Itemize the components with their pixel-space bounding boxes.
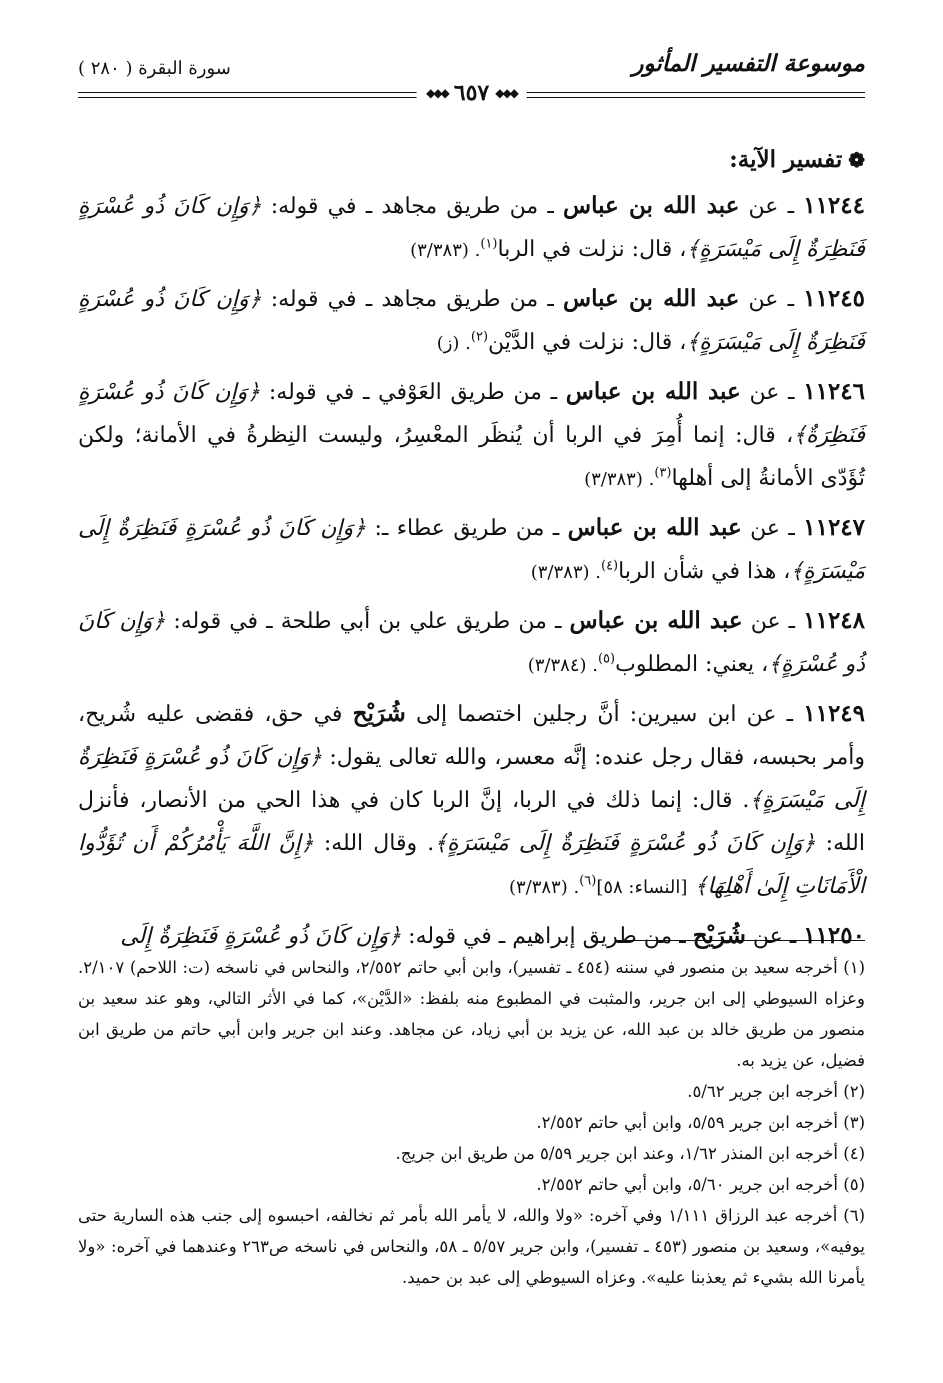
narrator-name: شُرَيْح [692, 922, 746, 949]
page-header [78, 44, 865, 114]
verse-ref: [النساء: ٥٨] [596, 877, 688, 898]
book-title: موسوعة التفسير المأثور [632, 50, 865, 77]
narration-entry: ١١٢٤٥ ـ عن عبد الله بن عباس ـ من طريق مجاهد ـ في قوله: ﴿وَإِن كَانَ ذُو عُسْرَةٍ فَنَظِرَةٌ إِلَى مَيْسَرَةٍ﴾، قال: نزلت في الدَّيْن$^{(٢)}$. (ز) [78, 285, 865, 355]
narration-number: ١١٢٤٧ [803, 514, 866, 541]
narrator-name: عبد الله بن عباس [569, 607, 743, 634]
ornament-icon: ◆◆◆ [495, 86, 517, 100]
footnote-ref[interactable]: (٥) [597, 651, 616, 667]
footnote: (٢) أخرجه ابن جرير ٥/٦٢. [687, 1082, 865, 1101]
footnote-ref[interactable]: (١) [480, 236, 498, 252]
narration-text: ـ من طريق مجاهد ـ في قوله: [270, 194, 554, 219]
quran-verse: ﴿وَإِن كَانَ ذُو عُسْرَةٍ فَنَظِرَةٌ إِلَى مَيْسَرَةٍ﴾ [78, 287, 865, 355]
narration-entry: ١١٢٤٤ ـ عن عبد الله بن عباس ـ من طريق مجاهد ـ في قوله: ﴿وَإِن كَانَ ذُو عُسْرَةٍ فَنَظِرَةٌ إِلَى مَيْسَرَةٍ﴾، قال: نزلت في الربا$^{(١)}$. (٣/٣٨٣) [78, 192, 865, 262]
footnote-ref[interactable]: (٤) [600, 558, 619, 574]
narration-text: ، قال: إنما أُمِرَ في الربا أن يُنظَر المعْسِرُ، وليست النِظرةُ في الأمانة؛ ولكن تُؤَدّى الأمانةُ إلى أهلها [78, 423, 865, 491]
source-ref: . (٣/٣٨٣) [508, 877, 580, 898]
narration-number: ١١٢٤٦ [803, 378, 865, 405]
source-ref: . (٣/٣٨٣) [584, 469, 655, 490]
narrator-name: عبد الله بن عباس [563, 192, 740, 219]
section-title: تفسير الآية: [729, 146, 843, 173]
quran-verse: ﴿وَإِن كَانَ ذُو عُسْرَةٍ فَنَظِرَةٌ إِلَى مَيْسَرَةٍ﴾ [78, 194, 865, 262]
footnote-ref[interactable]: (٦) [579, 873, 597, 889]
narration-text: ، قال: نزلت في الدَّيْن [488, 330, 687, 355]
narration-text: ـ من طريق إبراهيم ـ في قوله: [408, 924, 686, 949]
section-heading [78, 138, 865, 182]
quran-verse: ﴿وَإِن كَانَ ذُو عُسْرَةٍ فَنَظِرَةٌ إِلَى مَيْسَرَةٍ﴾ [78, 516, 865, 584]
narration-entry: ١١٢٤٨ ـ عن عبد الله بن عباس ـ من طريق علي بن أبي طلحة ـ في قوله: ﴿وَإِن كَانَ ذُو عُسْرَةٍ﴾، يعني: المطلوب$^{(٥)}$. (٣/٣٨٤) [78, 607, 866, 677]
quran-verse: ﴿وَإِن كَانَ ذُو عُسْرَةٍ فَنَظِرَةٌ إِلَى مَيْسَرَةٍ﴾ [434, 831, 816, 856]
narration-text: ـ من طريق مجاهد ـ في قوله: [270, 287, 554, 312]
quran-verse: ﴿وَإِن كَانَ ذُو عُسْرَةٍ فَنَظِرَةٌ إِلَى مَيْسَرَةٍ﴾ [78, 745, 866, 813]
footnote: (٦) أخرجه عبد الرزاق ١/١١١ وفي آخره: «ولا والله، لا يأمر الله بأمر ثم نخالفه، احبسوه إلى جنب هذه السارية حتى يوفيه»، وسعيد بن منصور (٤٥٣ ـ تفسير)، وابن جرير ٥/٥٧ ـ ٥٨، والنحاس في ناسخه ص٢٦٣ وعندهما في آخره: «ولا يأمرنا الله بشيء ثم يعذبنا عليه». وعزاه السيوطي إلى عبد بن حميد. [78, 1206, 866, 1287]
narration-entry [78, 692, 865, 909]
source-ref: . (٣/٣٨٣) [530, 562, 601, 583]
narration-text: ـ من طريق العَوْفي ـ في قوله: [268, 380, 558, 405]
footnote-ref[interactable]: (٣) [654, 465, 672, 481]
quran-verse: ﴿وَإِن كَانَ ذُو عُسْرَةٍ فَنَظِرَةٌ﴾ [78, 380, 865, 448]
source-ref: . (٣/٣٨٤) [527, 655, 598, 676]
page-number: ٦٥٧ [453, 80, 490, 106]
narrator-name: عبد الله بن عباس [565, 378, 741, 405]
footnote: (١) أخرجه سعيد بن منصور في سننه (٤٥٤ ـ تفسير)، وابن أبي حاتم ٢/٥٥٢، والنحاس في ناسخه (ت: اللاحم) ٢/١٠٧. وعزاه السيوطي إلى ابن جرير، والمثبت في المطبوع منه بلفظ: «الدَّيْن»، كما في الأثر التالي، وهو عند سعيد بن منصور من طريق خالد بن عبد الله، عن يزيد بن أبي زياد، عن مجاهد. وعند ابن جرير وابن أبي حاتم من طريق ابن فضيل، عن يزيد به. [78, 958, 865, 1070]
narration-number: ١١٢٤٨ [803, 607, 866, 634]
flower-ornament-icon: ❁ [848, 148, 865, 172]
narration-number: ١١٢٤٩ [803, 700, 866, 727]
footnote: (٤) أخرجه ابن المنذر ١/٦٢، وعند ابن جرير ٥/٥٩ من طريق ابن جريج. [395, 1144, 865, 1163]
quran-verse: ﴿إِنَّ اللَّهَ يَأْمُرُكُمْ أَن تُؤَدُّوا الْأَمَانَاتِ إِلَىٰ أَهْلِهَا﴾ [78, 831, 865, 899]
source-ref: . (٣/٣٨٣) [410, 240, 481, 261]
footnote: (٥) أخرجه ابن جرير ٥/٦٠، وابن أبي حاتم ٢/٥٥٢. [536, 1175, 865, 1194]
footnotes [78, 952, 865, 1293]
narration-text: ، قال: نزلت في الربا [497, 237, 687, 262]
narration-entry: ١١٢٤٧ ـ عن عبد الله بن عباس ـ من طريق عطاء ـ: ﴿وَإِن كَانَ ذُو عُسْرَةٍ فَنَظِرَةٌ إِلَى مَيْسَرَةٍ﴾، هذا في شأن الربا$^{(٤)}$. (٣/٣٨٣) [78, 514, 866, 584]
main-text [78, 138, 865, 963]
narration-text: ، يعني: المطلوب [615, 652, 769, 677]
surah-title: سورة البقرة ( ٢٨٠ ) [78, 58, 231, 79]
footnote-separator [615, 940, 865, 941]
footnote: (٣) أخرجه ابن جرير ٥/٥٩، وابن أبي حاتم ٢/٥٥٢. [536, 1113, 865, 1132]
page-number-box [416, 80, 527, 106]
narration-text: ـ عن [752, 924, 797, 949]
footnote-ref[interactable]: (٢) [470, 329, 489, 345]
narration-text: ـ عن ابن سيرين: أنَّ رجلين اختصما إلى [416, 702, 794, 727]
narration-text: ـ من طريق علي بن أبي طلحة ـ في قوله: [173, 609, 562, 634]
narration-number: ١١٢٥٠ [803, 922, 865, 949]
narration-text: ـ من طريق عطاء ـ: [374, 516, 560, 541]
narration-text: . وقال الله: [323, 831, 435, 856]
narration-text: ، هذا في شأن الربا [618, 559, 791, 584]
narration-text: . قال: إنما ذلك في الربا، إنَّ الربا كان في هذا الحي من الأنصار، فأنزل الله: [78, 788, 865, 856]
narrator-name: شُرَيْح [352, 700, 406, 727]
source-ref: . (ز) [436, 333, 471, 354]
narration-number: ١١٢٤٥ [803, 285, 865, 312]
narration-text: في حق، فقضى عليه شُريح، وأمر بحبسه، فقال رجل عنده: إنَّه معسر، والله تعالى يقول: [78, 702, 866, 770]
quran-verse: ﴿وَإِن كَانَ ذُو عُسْرَةٍ﴾ [78, 609, 865, 677]
narration-number: ١١٢٤٤ [803, 192, 865, 219]
narration-entry: ١١٢٤٦ ـ عن عبد الله بن عباس ـ من طريق العَوْفي ـ في قوله: ﴿وَإِن كَانَ ذُو عُسْرَةٍ فَنَظِرَةٌ﴾، قال: إنما أُمِرَ في الربا أن يُنظَر المعْسِرُ، وليست النِظرةُ في الأمانة؛ ولكن تُؤَدّى الأمانةُ إلى أهلها$^{(٣)}$. (٣/٣٨٣) [78, 378, 865, 491]
narrator-name: عبد الله بن عباس [567, 514, 742, 541]
narrator-name: عبد الله بن عباس [563, 285, 740, 312]
quran-verse: ﴿وَإِن كَانَ ذُو عُسْرَةٍ فَنَظِرَةٌ إِلَى [120, 924, 402, 949]
ornament-icon: ◆◆◆ [426, 86, 448, 100]
